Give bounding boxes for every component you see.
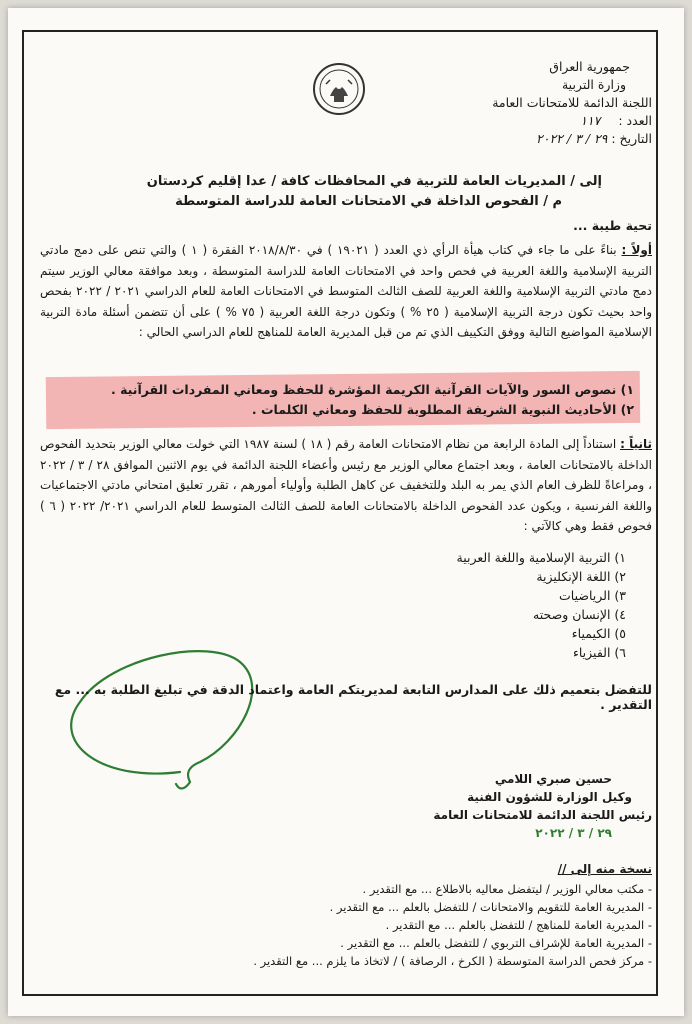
number-value: ١١٧: [580, 113, 601, 128]
copy-item: - مركز فحص الدراسة المتوسطة ( الكرخ ، الرصافة ) / لاتخاذ ما يلزم ... مع التقدير .: [253, 954, 652, 968]
highlighted-item: ١) نصوص السور والآيات القرآنية الكريمة المؤشرة للحفظ ومعاني المفردات القرآنية .: [111, 382, 634, 397]
copy-item-text: مركز فحص الدراسة المتوسطة ( الكرخ ، الرصافة ) / لاتخاذ ما يلزم ... مع التقدير .: [253, 954, 645, 968]
copies-list: [152, 880, 652, 970]
signer-name: حسين صبري اللامي: [494, 772, 612, 786]
copy-item-text: المديرية العامة للمناهج / للتفضل بالعلم ... مع التقدير .: [385, 918, 645, 932]
copy-item: - مكتب معالي الوزير / ليتفضل معاليه بالاطلاع ... مع التقدير .: [362, 882, 652, 896]
signer-committee: رئيس اللجنة الدائمة للامتحانات العامة: [433, 808, 652, 822]
subject-item: ٣) الرياضيات: [559, 588, 626, 603]
second-label: ثانياً :: [620, 437, 652, 451]
letter-subject: م / الفحوص الداخلة في الامتحانات العامة للدراسة المتوسطة: [175, 194, 562, 209]
signer-title: وكيل الوزارة للشؤون الفنية: [467, 790, 632, 804]
letterhead: [422, 58, 652, 148]
copy-item-text: المديرية العامة للتقويم والامتحانات / للتفضل بالعلم ... مع التقدير .: [329, 900, 645, 914]
subject-item: ٤) الإنسان وصحته: [533, 607, 626, 622]
closing-line: للتفضل بتعميم ذلك على المدارس التابعة لمديريتكم العامة واعتماد الدقة في تبليغ الطلبة به ... مع التقدير .: [54, 682, 652, 712]
reference-number: [422, 112, 652, 130]
subject-item: ٥) الكيمياء: [571, 626, 626, 641]
highlighted-list: [74, 380, 634, 420]
copy-item-text: مكتب معالي الوزير / ليتفضل معاليه بالاطلاع ... مع التقدير .: [362, 882, 645, 896]
paragraph-second: [40, 434, 652, 537]
date-value: ٢٩ / ٣ / ٢٠٢٢: [536, 131, 608, 146]
signature-block: [352, 770, 652, 842]
signature-loop-icon: [40, 632, 300, 802]
paragraph-first: [40, 240, 652, 343]
subject-item: ٦) الفيزياء: [572, 645, 626, 660]
first-text: بناءً على ما جاء في كتاب هيأة الرأي ذي العدد ( ١٩٠٢١ ) في ٢٠١٨/٨/٣٠ الفقرة ( ١ ) والتي تنص على دمج مادتي التربية الإسلامية واللغة العربية في فحص واحد في الامتحانات العامة للدراسة المتوسطة ، وبعد موافقة معالي الوزير سيتم دمج مادتي التربية الإسلامية واللغة العربية للصف الثالث المتوسط في الامتحانات العامة للعام الدراسي ٢٠٢١ / ٢٠٢٢ بفحص واحد بحيث تكون درجة التربية الإسلامية ( ٢٥ % ) وتكون درجة اللغة العربية ( ٧٥ % ) على أن تتضمن أسئلة مادة التربية الإسلامية المواضيع التالية ووفق التكييف الذي تم من قبل المديرية العامة للمناهج للعام الدراسي الحالي :: [40, 243, 653, 339]
subjects-list: [366, 548, 626, 662]
number-label: العدد :: [618, 113, 652, 128]
subject-item: ٢) اللغة الإنكليزية: [536, 569, 626, 584]
copy-item: - المديرية العامة للمناهج / للتفضل بالعلم ... مع التقدير .: [385, 918, 652, 932]
issue-date: [422, 130, 652, 148]
committee-name: اللجنة الدائمة للامتحانات العامة: [492, 95, 652, 110]
date-label: التاريخ :: [611, 131, 652, 146]
subject-item: ١) التربية الإسلامية واللغة العربية: [456, 550, 626, 565]
signature-date: ٢٩ / ٣ / ٢٠٢٢: [535, 826, 612, 840]
copy-item-text: المديرية العامة للإشراف التربوي / للتفضل بالعلم ... مع التقدير .: [340, 936, 645, 950]
greeting: تحية طيبة ...: [573, 218, 652, 233]
second-text: استناداً إلى المادة الرابعة من نظام الامتحانات العامة رقم ( ١٨ ) لسنة ١٩٨٧ التي خولت معالي الوزير بتحديد الفحوص الداخلة بالامتحانات العامة ، وبعد اجتماع معالي الوزير مع رئيس وأعضاء اللجنة الدائمة في يوم الاثنين الموافق ٢٨ / ٣ / ٢٠٢٢ ، ومراعاةً للظرف العام الذي يمر به البلد وللتخفيف عن كاهل الطلبة وأولياء أمورهم ، تقرر تعليق امتحاني مادتي الاجتماعيات واللغة الفرنسية ، ويكون عدد الفحوص الداخلة بالامتحانات العامة للصف الثالث المتوسط للعام الدراسي ٢٠٢١/ ٢٠٢٢ ( ٦ ) فحوص فقط وهي كالآتي :: [40, 437, 653, 533]
addressee-to: إلى / المديريات العامة للتربية في المحافظات كافة / عدا إقليم كردستان: [146, 174, 602, 189]
country-name: جمهورية العراق: [549, 59, 630, 74]
copies-title: نسخة منه إلى //: [557, 862, 652, 876]
first-label: أولاً :: [621, 243, 653, 257]
ministry-emblem-icon: [312, 62, 366, 116]
addressee-block: [82, 172, 602, 212]
highlighted-item: ٢) الأحاديث النبوية الشريفة المطلوبة للحفظ ومعاني الكلمات .: [251, 402, 634, 417]
copy-item: - المديرية العامة للإشراف التربوي / للتفضل بالعلم ... مع التقدير .: [340, 936, 652, 950]
copy-item: - المديرية العامة للتقويم والامتحانات / للتفضل بالعلم ... مع التقدير .: [329, 900, 652, 914]
ministry-name: وزارة التربية: [561, 77, 626, 92]
